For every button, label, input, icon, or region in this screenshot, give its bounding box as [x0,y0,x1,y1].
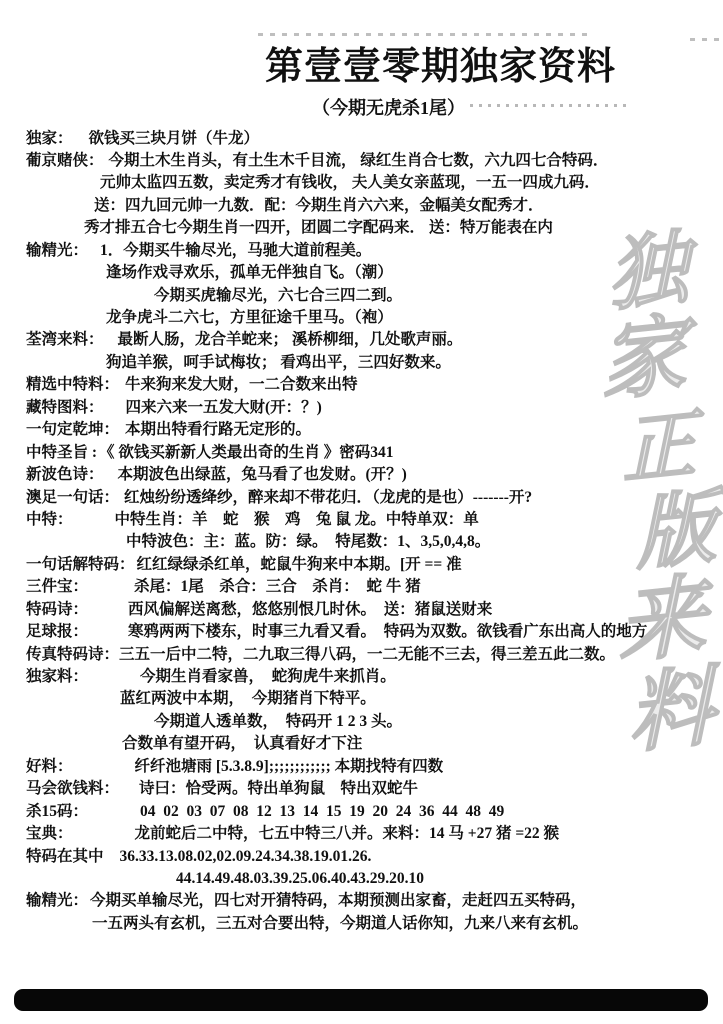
doc-line [26,531,719,553]
line-text: 04 02 03 07 08 12 13 14 15 19 20 24 36 44 48 49 [140,802,505,820]
doc-line [26,217,719,239]
line-label: 特码诗： [26,600,89,618]
watermark-char: 料 [626,658,716,764]
doc-line [26,374,719,396]
doc-line [26,733,719,755]
doc-line [26,554,719,576]
line-text: 最断人肠，龙合羊蛇来； 溪桥柳细，几处歌声丽。 [117,331,463,349]
doc-line [26,868,719,890]
doc-line [26,329,719,351]
doc-line [26,509,719,531]
doc-line [26,487,719,509]
watermark-char: 家 [598,306,688,412]
watermark-char: 来 [616,568,708,675]
line-text: 送：四九回元帅一九数．配：今期生肖六六来，金幅美女配秀才． [94,196,544,214]
doc-line [26,823,719,845]
page-subtitle: （今期无虎杀1尾） [312,97,465,118]
line-text: 红红绿绿杀红单，蛇鼠牛狗来中本期。[开 == 准 [136,555,462,573]
line-text: 36.33.13.08.02,02.09.24.34.38.19.01.26. [119,847,372,865]
line-text: 欲钱买三块月饼（牛龙） [88,129,260,147]
line-text: 今期买虎输尽光，六七合三四二到。 [154,286,403,304]
doc-line [26,801,719,823]
line-text: 中特生肖：羊 蛇 猴 鸡 兔 鼠 龙。中特单双：单 [114,510,479,528]
doc-line [26,711,719,733]
line-label: 足球报： [26,623,89,641]
line-label: 一句话解特码： [26,555,135,573]
line-text: 今期买单输尽光，四七对开猜特码，本期预测出家畜，走赶四五买特码， [90,892,587,910]
line-label: 葡京赌侠： [26,151,104,169]
watermark-char: 独 [606,224,690,322]
doc-line [26,890,719,912]
line-text: 中特波色：主：蓝。防：绿。 特尾数：1、3,5,0,4,8。 [126,533,491,551]
line-label: 新波色诗： [26,466,104,484]
line-label: 宝典： [26,825,73,843]
doc-line [26,644,719,666]
doc-line [26,846,719,868]
line-text: 本期出特看行路无定形的。 [125,421,312,439]
line-text: 纤纤池塘雨 [5.3.8.9];;;;;;;;;;;; 本期找特有四数 [134,757,444,775]
doc-line [26,442,719,464]
watermark-char: 正 [620,404,698,494]
doc-line [26,778,719,800]
line-label: 杀15码： [26,802,89,820]
line-text: 44.14.49.48.03.39.25.06.40.43.29.20.10 [176,869,424,887]
line-text: 今期土木生肖头，有土生木千目流， 绿红生肖合七数，六九四七合特码． [108,151,609,169]
page-title: 第壹壹零期独家资料 [264,46,616,88]
line-text: 本期波色出绿蓝，兔马看了也发财。(开？) [117,466,407,484]
line-text: 龙前蛇后二中特，七五中特三八并。来料：14 马 +27 猪 =22 猴 [134,825,560,843]
line-label: 独家： [26,129,73,147]
doc-line [26,172,719,194]
line-text: 元帅太监四五数，卖定秀才有钱收， 夫人美女亲蓝现，一五一四成九码． [100,174,600,192]
line-text: 牛来狗来发大财，一二合数来出特 [125,376,358,394]
line-text: 四来六来一五发大财(开：？) [125,398,322,416]
line-text: 蓝红两波中本期， 今期猪肖下特平。 [120,690,376,708]
line-label: 澳足一句话： [26,488,120,506]
line-text: 秀才排五合七今期生肖一四开，团圆二字配码来． 送：特万能表在内 [84,219,553,237]
line-text: 合数单有望开码， 认真看好才下注 [122,735,363,753]
line-label: 精选中特料： [26,376,120,394]
doc-line [26,666,719,688]
line-text: 诗曰：恰受两。特出单狗鼠 特出双蛇牛 [139,780,419,798]
line-text: 逢场作戏寻欢乐，孤单无伴独自飞。（潮） [106,264,393,282]
doc-line [26,419,719,441]
doc-line [26,240,719,262]
line-label: 输精光： [26,241,89,259]
line-label: 藏特图料： [26,398,104,416]
doc-line [26,262,719,284]
doc-line [26,128,719,150]
doc-line [26,621,719,643]
line-text: 1．今期买牛输尽光，马驰大道前程美。 [100,241,372,259]
doc-lines [0,128,723,936]
line-text: 龙争虎斗二六七，方里征途千里马。（袍） [106,309,393,326]
doc-line [26,285,719,307]
line-text: 狗追羊猴，呵手试梅妆； 看鸡出平，三四好数来。 [106,353,451,371]
doc-line [26,307,719,329]
doc-line [26,599,719,621]
doc-line [26,688,719,710]
line-label: 好料： [26,757,73,775]
line-label: 马会欲钱料： [26,780,120,798]
doc-line [26,576,719,598]
line-text: 红烛纷纷透绛纱，醉来却不带花归．（龙虎的是也）-------开? [124,488,533,506]
line-label: 一句定乾坤： [26,421,120,439]
bottom-scan-bar [14,989,708,1011]
scan-artifact [690,38,723,41]
doc-line [26,913,719,935]
line-label: 特码在其中 [26,847,104,865]
line-text: 《 欲钱买新新人类最出奇的生肖 》密码341 [99,443,394,461]
line-label: 输精光： [26,892,89,910]
line-label: 三件宝： [26,578,89,596]
line-label: 荃湾来料： [26,331,104,349]
line-text: 今期生肖看家兽， 蛇狗虎牛来抓肖。 [140,668,396,685]
line-text: 杀尾：1尾 杀合：三合 杀肖： 蛇 牛 猪 [134,578,421,596]
doc-line [26,756,719,778]
line-text: 一五两头有玄机，三五对合要出特，今期道人话你知，九来八来有玄机。 [92,914,589,932]
watermark-char: 版 [634,483,718,581]
doc-line [26,195,719,217]
doc-line [26,352,719,374]
doc-line [26,397,719,419]
line-label: 中特： [26,510,73,528]
line-text: 三五一后中二特，二九取三得八码，一二无能不三去，得三差五此二数。 [119,645,616,663]
line-text: 西风偏解送离愁，悠悠别恨几时休。 送：猪鼠送财来 [128,600,493,618]
line-text: 今期道人透单数， 特码开 1 2 3 头。 [154,712,403,730]
doc-line [26,150,719,172]
line-label: 独家料： [26,668,89,685]
line-text: 寒鸦两两下楼东，时事三九看又看。 特码为双数。欲钱看广东出高人的地方 [128,623,648,641]
line-label: 传真特码诗： [26,645,120,663]
scan-artifact [258,33,588,36]
line-label: 中特圣旨 : [26,443,98,461]
doc-line [26,464,719,486]
